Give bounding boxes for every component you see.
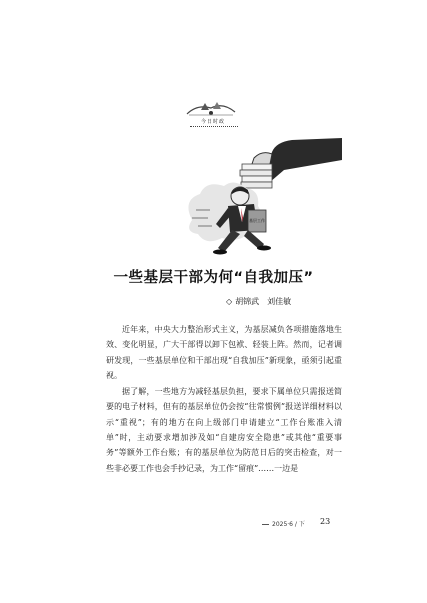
paragraph: 近年来，中央大力整治形式主义，为基层减负各项措施落地生效、变化明显，广大干部得以卸下包袱、轻装上阵。然而，记者调研发现，一些基层单位和干部出现“自我加压”新现象，亟须引起重视。 [106, 325, 342, 380]
author-2: 刘佳敏 [267, 297, 292, 306]
issue-label: 2025·6 / 下 [272, 521, 305, 528]
page-number: 23 [320, 517, 331, 526]
author-bullet: ◇ [226, 297, 233, 306]
article-authors [226, 296, 291, 307]
paragraph: 据了解，一些地方为减轻基层负担，要求下属单位只需报送简要的电子材料，但有的基层单位仍会按“往常惯例”报送详细材料以示“重视”；有的地方在向上级部门申请建立“工作台账准入清单”时，主动要求增加涉及如“自建房安全隐患”或其他“重要事务”等额外工作台账；有的基层单位为防范日后的突击检查，对一些非必要工作也会手抄记录，为工作“留痕”……一边是 [106, 387, 342, 473]
cartoon-illustration [172, 130, 342, 260]
section-label: 今日时政 [200, 119, 225, 125]
author-1: 胡锦武 [235, 297, 260, 306]
page-footer [262, 519, 305, 528]
article-title: 一些基层干部为何“自我加压” [113, 270, 314, 286]
article-body [106, 322, 342, 477]
footer-dash [262, 524, 269, 525]
folder-label: 基层工作 [249, 218, 265, 223]
